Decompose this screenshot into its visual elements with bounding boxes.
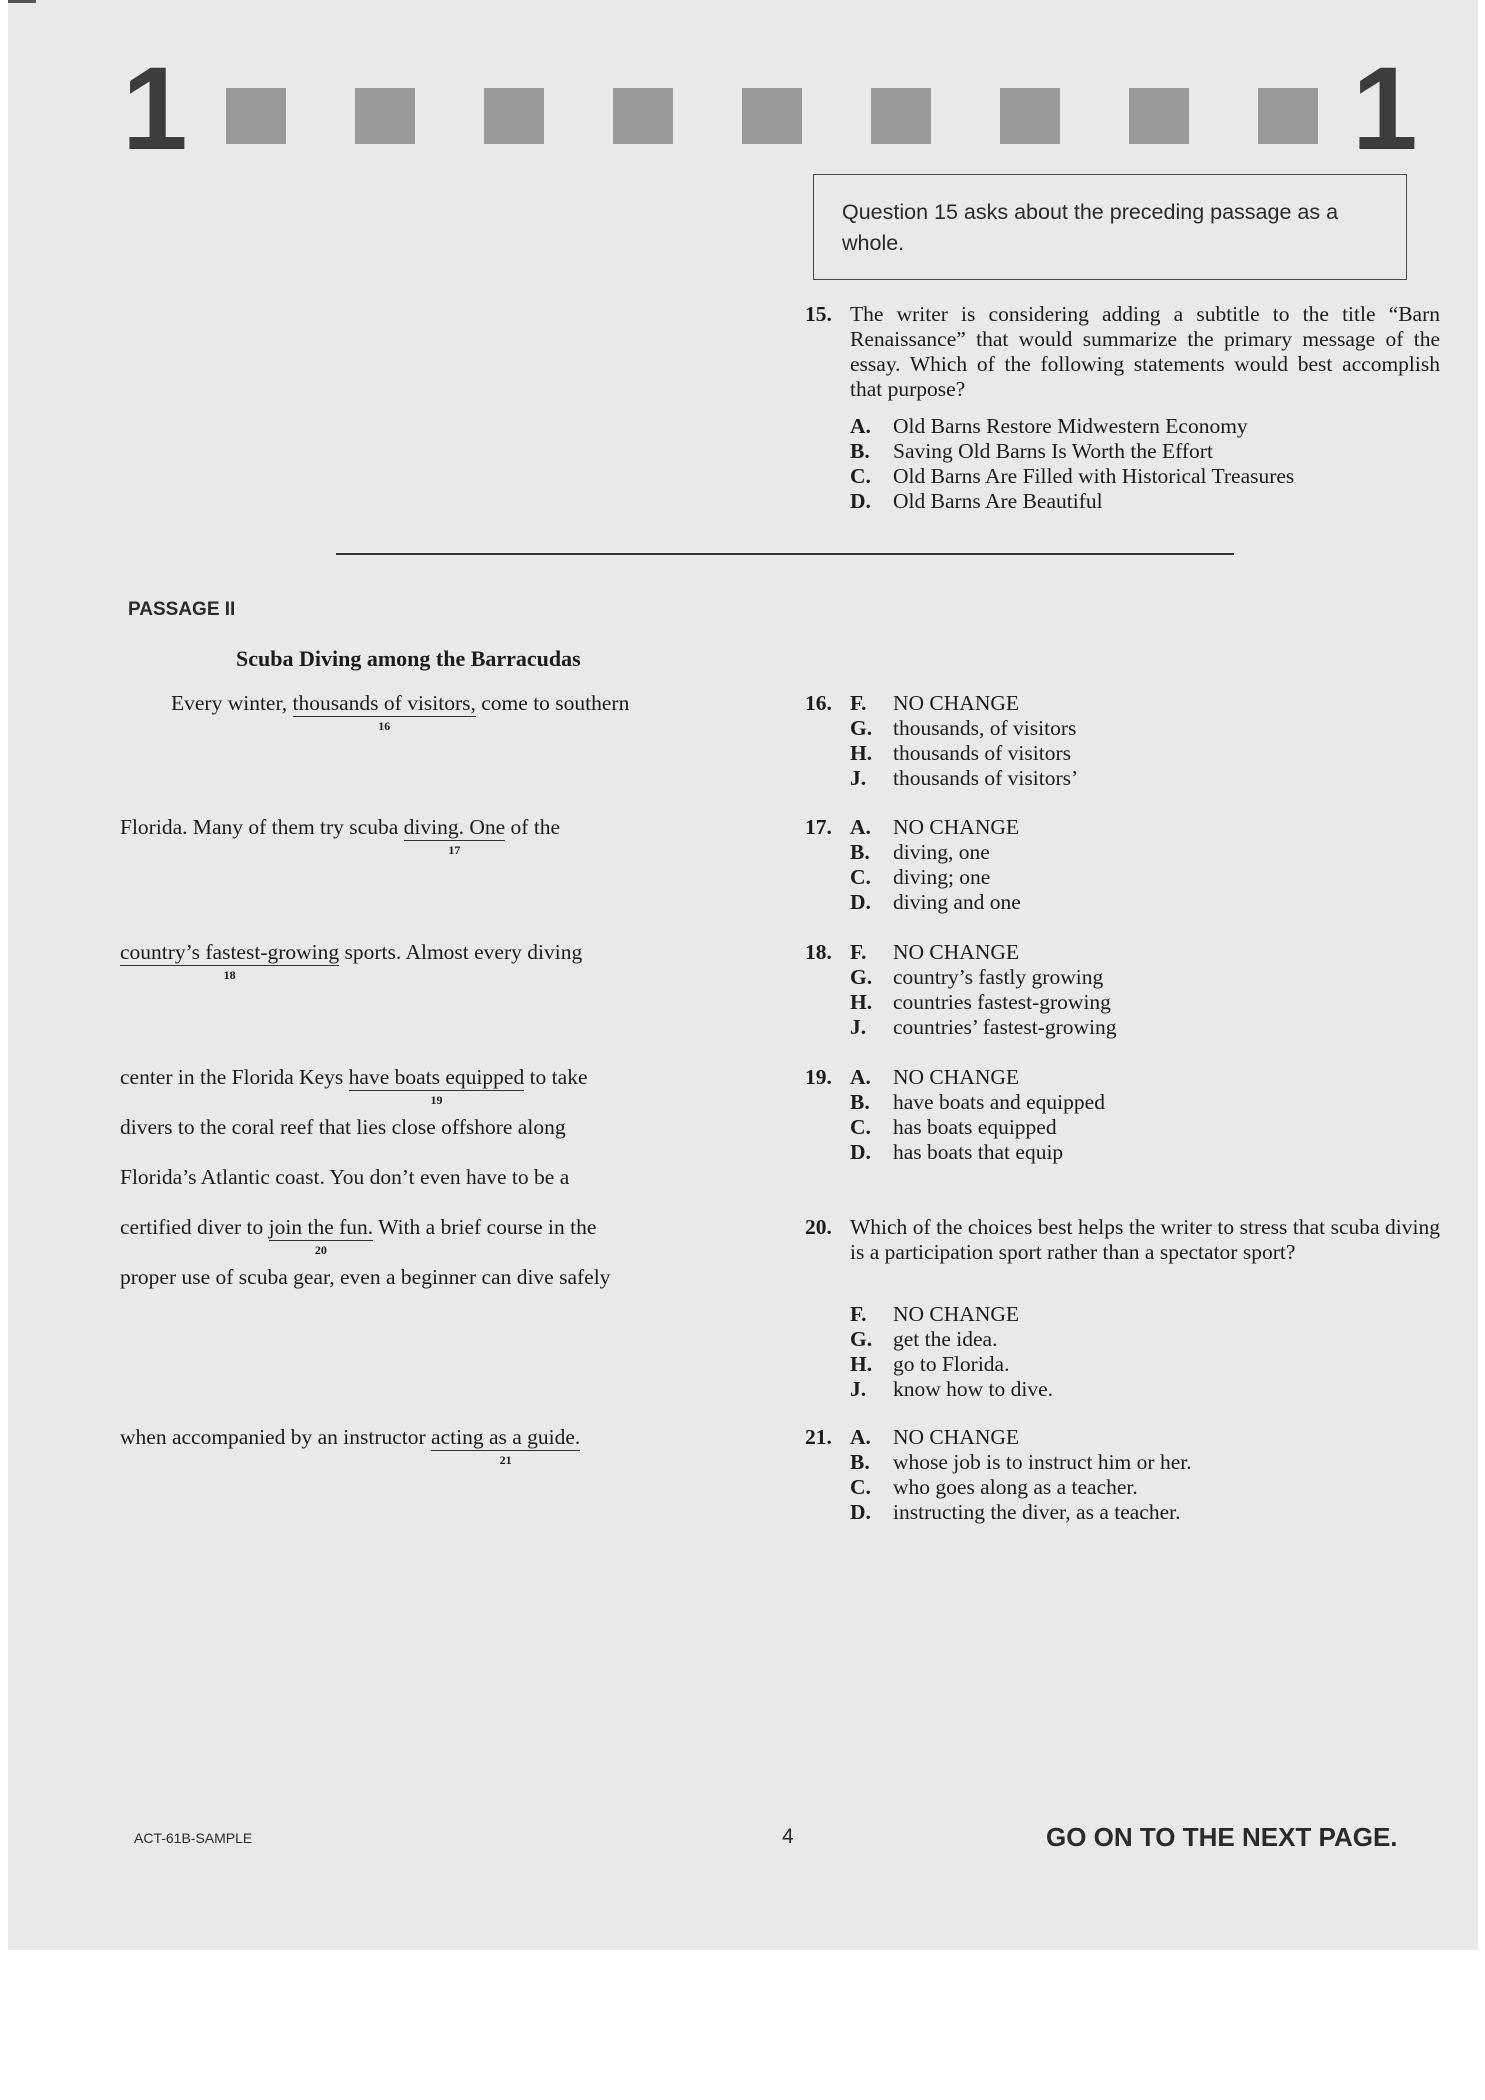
underline-number: 21 bbox=[499, 1453, 512, 1467]
option-letter: C. bbox=[850, 865, 871, 889]
option-text[interactable]: has boats that equip bbox=[893, 1140, 1064, 1164]
option-text[interactable]: Saving Old Barns Is Worth the Effort bbox=[893, 439, 1213, 463]
test-page bbox=[8, 0, 1478, 1950]
option-letter: D. bbox=[850, 890, 871, 914]
option-text[interactable]: thousands, of visitors bbox=[893, 716, 1077, 740]
underlined-portion-16[interactable]: thousands of visitors, 16 bbox=[292, 691, 476, 733]
option-letter: H. bbox=[850, 741, 873, 765]
option-text[interactable]: know how to dive. bbox=[893, 1377, 1054, 1401]
question-17 bbox=[805, 815, 1445, 920]
option-letter: A. bbox=[850, 414, 871, 438]
option-text[interactable]: go to Florida. bbox=[893, 1352, 1010, 1376]
option-text[interactable]: NO CHANGE bbox=[893, 691, 1020, 715]
option-letter: A. bbox=[850, 1425, 871, 1449]
option-letter: D. bbox=[850, 1140, 871, 1164]
question-stem: The writer is considering adding a subtitle to the title “Barn Renaissance” that would summarize the primary message of the essay. Which of the following statements would best accomplish that purpose? bbox=[850, 302, 1440, 401]
question-21 bbox=[805, 1425, 1445, 1530]
option-letter: G. bbox=[850, 716, 873, 740]
section-divider bbox=[336, 553, 1234, 555]
option-text[interactable]: Old Barns Are Filled with Historical Treasures bbox=[893, 464, 1295, 488]
option-text[interactable]: diving and one bbox=[893, 890, 1021, 914]
question-number: 20. bbox=[805, 1215, 832, 1239]
go-on-notice: GO ON TO THE NEXT PAGE. bbox=[1046, 1822, 1398, 1852]
option-letter: C. bbox=[850, 464, 871, 488]
passage-line: when accompanied by an instructor acting as a guide. 21 bbox=[120, 1425, 581, 1467]
passage-title: Scuba Diving among the Barracudas bbox=[236, 646, 581, 671]
option-letter: J. bbox=[850, 1015, 867, 1039]
option-text[interactable]: diving, one bbox=[893, 840, 990, 864]
question-number: 18. bbox=[805, 940, 832, 964]
question-number: 21. bbox=[805, 1425, 832, 1449]
question-15 bbox=[805, 302, 1445, 522]
option-letter: C. bbox=[850, 1115, 871, 1139]
option-text[interactable]: NO CHANGE bbox=[893, 940, 1020, 964]
option-text[interactable]: instructing the diver, as a teacher. bbox=[893, 1500, 1181, 1524]
underlined-portion-19[interactable]: have boats equipped 19 bbox=[348, 1065, 525, 1107]
underline-number: 18 bbox=[223, 968, 236, 982]
passage-line: divers to the coral reef that lies close offshore along bbox=[120, 1115, 566, 1139]
option-letter: F. bbox=[850, 940, 867, 964]
option-text[interactable]: get the idea. bbox=[893, 1327, 998, 1351]
option-text[interactable]: country’s fastly growing bbox=[893, 965, 1104, 989]
option-letter: F. bbox=[850, 1302, 867, 1326]
option-text[interactable]: has boats equipped bbox=[893, 1115, 1057, 1139]
option-text[interactable]: countries fastest-growing bbox=[893, 990, 1111, 1014]
underlined-portion-20[interactable]: join the fun. 20 bbox=[268, 1215, 374, 1257]
option-text[interactable]: NO CHANGE bbox=[893, 1065, 1020, 1089]
option-letter: C. bbox=[850, 1475, 871, 1499]
option-letter: G. bbox=[850, 1327, 873, 1351]
question-18 bbox=[805, 940, 1445, 1045]
question-19 bbox=[805, 1065, 1445, 1170]
option-text[interactable]: whose job is to instruct him or her. bbox=[893, 1450, 1192, 1474]
option-text[interactable]: NO CHANGE bbox=[893, 1302, 1020, 1326]
passage-line: country’s fastest-growing 18 sports. Almost every diving bbox=[120, 940, 583, 982]
header-square bbox=[1000, 88, 1060, 144]
underlined-portion-17[interactable]: diving. One 17 bbox=[403, 815, 506, 857]
header-square bbox=[1258, 88, 1318, 144]
option-letter: D. bbox=[850, 489, 871, 513]
passage-line: Florida. Many of them try scuba diving. One 17 of the bbox=[120, 815, 561, 857]
option-text[interactable]: have boats and equipped bbox=[893, 1090, 1105, 1114]
form-code: ACT-61B-SAMPLE bbox=[134, 1830, 253, 1846]
underlined-portion-18[interactable]: country’s fastest-growing 18 bbox=[120, 940, 340, 982]
scan-corner-mark bbox=[8, 0, 36, 3]
question-16 bbox=[805, 691, 1445, 796]
passage-line: Every winter, thousands of visitors, 16 come to southern bbox=[171, 691, 630, 733]
header-square bbox=[1129, 88, 1189, 144]
option-letter: H. bbox=[850, 1352, 873, 1376]
question-20 bbox=[805, 1215, 1445, 1405]
page-number: 4 bbox=[782, 1825, 794, 1848]
option-letter: F. bbox=[850, 691, 867, 715]
question-number: 15. bbox=[805, 302, 832, 326]
passage-line: certified diver to join the fun. 20 With a brief course in the bbox=[120, 1215, 597, 1257]
option-text[interactable]: Old Barns Restore Midwestern Economy bbox=[893, 414, 1248, 438]
section-number-left: 1 bbox=[122, 43, 188, 175]
option-letter: B. bbox=[850, 840, 870, 864]
option-text[interactable]: Old Barns Are Beautiful bbox=[893, 489, 1103, 513]
option-letter: H. bbox=[850, 990, 873, 1014]
option-text[interactable]: countries’ fastest-growing bbox=[893, 1015, 1117, 1039]
option-letter: J. bbox=[850, 766, 867, 790]
header-square bbox=[484, 88, 544, 144]
question-number: 16. bbox=[805, 691, 832, 715]
question-stem: Which of the choices best helps the writer to stress that scuba diving is a participation sport rather than a spectator sport? bbox=[850, 1215, 1440, 1264]
section-number-right: 1 bbox=[1352, 43, 1418, 175]
option-text[interactable]: thousands of visitors’ bbox=[893, 766, 1079, 790]
header-square bbox=[742, 88, 802, 144]
header-square bbox=[613, 88, 673, 144]
option-letter: B. bbox=[850, 1090, 870, 1114]
header-square bbox=[355, 88, 415, 144]
question-number: 17. bbox=[805, 815, 832, 839]
option-letter: J. bbox=[850, 1377, 867, 1401]
underline-number: 20 bbox=[314, 1243, 327, 1257]
option-letter: A. bbox=[850, 1065, 871, 1089]
option-letter: D. bbox=[850, 1500, 871, 1524]
passage-label: PASSAGE II bbox=[128, 599, 236, 620]
header-square bbox=[226, 88, 286, 144]
option-letter: B. bbox=[850, 439, 870, 463]
option-text[interactable]: NO CHANGE bbox=[893, 1425, 1020, 1449]
underlined-portion-21[interactable]: acting as a guide. 21 bbox=[431, 1425, 581, 1467]
underline-number: 17 bbox=[448, 843, 461, 857]
header-square bbox=[871, 88, 931, 144]
question-number: 19. bbox=[805, 1065, 832, 1089]
underline-number: 19 bbox=[430, 1093, 443, 1107]
option-text[interactable]: diving; one bbox=[893, 865, 991, 889]
instruction-box: Question 15 asks about the preceding passage as a whole. bbox=[813, 174, 1407, 280]
passage-line: center in the Florida Keys have boats equipped 19 to take bbox=[120, 1065, 588, 1107]
option-letter: G. bbox=[850, 965, 873, 989]
underline-number: 16 bbox=[378, 719, 391, 733]
passage-line: proper use of scuba gear, even a beginner can dive safely bbox=[120, 1265, 611, 1289]
option-text[interactable]: thousands of visitors bbox=[893, 741, 1071, 765]
option-text[interactable]: NO CHANGE bbox=[893, 815, 1020, 839]
option-text[interactable]: who goes along as a teacher. bbox=[893, 1475, 1138, 1499]
option-letter: B. bbox=[850, 1450, 870, 1474]
passage-line: Florida’s Atlantic coast. You don’t even have to be a bbox=[120, 1165, 570, 1189]
option-letter: A. bbox=[850, 815, 871, 839]
